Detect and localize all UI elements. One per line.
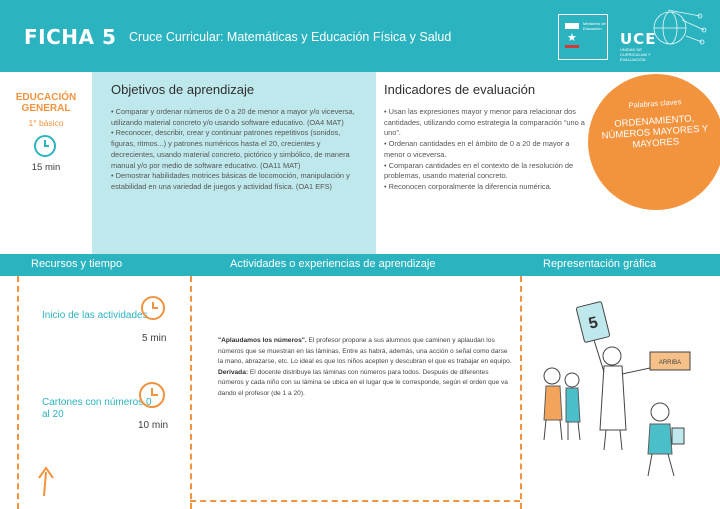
- actividad-text: [218, 336, 514, 399]
- indicadores-list: [384, 107, 590, 193]
- recurso-name: Cartones con números 0 al 20: [42, 397, 152, 420]
- tiempo-total: 15 min: [31, 162, 61, 173]
- clock-icon: [140, 295, 166, 321]
- clock-icon: [33, 134, 57, 158]
- recurso-time: 5 min: [142, 333, 167, 344]
- recursos-heading: Recursos y tiempo: [31, 258, 123, 270]
- cruce-title: Cruce Curricular: Matemáticas y Educación Física y Salud: [129, 30, 452, 44]
- recurso-name: Inicio de las actividades: [42, 310, 148, 321]
- indicador-item: • Reconocen corporalmente la diferencia numérica.: [384, 181, 552, 191]
- uce-logo: UCE: [620, 30, 657, 48]
- actividad-title: "Aplaudamos los números".: [218, 337, 307, 344]
- divider-left: [17, 276, 19, 509]
- indicador-item: • Usan las expresiones mayor y menor para relacionar dos cantidades, utilizando como estrategia la comparación “uno a uno”.: [384, 107, 585, 138]
- divider-bottom: [190, 500, 520, 502]
- ficha-number: FICHA 5: [24, 25, 117, 49]
- derivada-body: El docente distribuye las láminas con números para todos. Después de diferentes números y cada niño con su lámina se ubica en el lugar que le corresponde, según el orden que va dando el profesor (de 1 a 20).: [218, 368, 508, 397]
- ministerio-logo-text: Ministerio de Educación: [583, 21, 606, 31]
- children-teacher-illustration: [532, 290, 712, 490]
- divider-actividades: [520, 276, 522, 509]
- divider-recursos: [190, 276, 192, 509]
- nivel-label: EDUCACIÓN GENERAL: [15, 92, 77, 114]
- objetivo-item: • Comparar y ordenar números de 0 a 20 de menor a mayor y/o viceversa, utilizando material concreto y/o usando software educativo. (OA4 MAT): [111, 107, 355, 127]
- keywords-label: Palabras claves: [628, 97, 682, 110]
- card-number: 5: [586, 314, 600, 333]
- actividades-heading: Actividades o experiencias de aprendizaje: [230, 258, 436, 270]
- ministerio-logo: ★ Ministerio de Educación: [558, 14, 608, 60]
- indicador-item: • Comparan cantidades en el contexto de la resolución de problemas, usando material concreto.: [384, 160, 574, 181]
- decorative-arrow-icon: [36, 460, 66, 500]
- uce-subtitle: UNIDAD DE CURRICULUM Y EVALUACIÓN: [620, 47, 651, 62]
- objetivos-list: [111, 107, 366, 193]
- actividad-body: El profesor propone a sus alumnos que caminen y aplaudan los números que se muestran en las láminas. Entre as habrá, además, una acción o señal como darse la mano, abrazarse, etc. Lo ideal es que los niños acepten y descubran el que es trabajar en equipo.: [218, 337, 512, 365]
- derivada-title: Derivada:: [218, 368, 249, 376]
- keywords-words: ORDENAMIENTO, NÚMEROS MAYORES Y MAYORES: [601, 113, 709, 151]
- clock-icon: [138, 381, 166, 409]
- curso-label: 1° básico: [28, 118, 64, 128]
- objetivos-title: Objetivos de aprendizaje: [111, 82, 255, 97]
- representacion-heading: Representación gráfica: [543, 258, 657, 270]
- objetivo-item: • Reconocer, describir, crear y continuar patrones repetitivos (sonidos, figuras, ritmos...) y patrones numéricos hasta el 20, crecientes y decrecientes, usando material concreto, pictórico y simbólico, de manera manual y/o por medio de software educativo. (OA11 MAT): [111, 128, 350, 170]
- recurso-time: 10 min: [138, 420, 169, 431]
- indicador-item: • Ordenan cantidades en el ámbito de 0 a 20 de mayor a menor o viceversa.: [384, 139, 570, 159]
- indicadores-title: Indicadores de evaluación: [384, 82, 536, 97]
- sign-text: ARRIBA: [658, 360, 682, 366]
- objetivo-item: • Demostrar habilidades motrices básicas de locomoción, manipulación y estabilidad en una variedad de juegos y actividad física. (OA1 EFS): [111, 171, 350, 191]
